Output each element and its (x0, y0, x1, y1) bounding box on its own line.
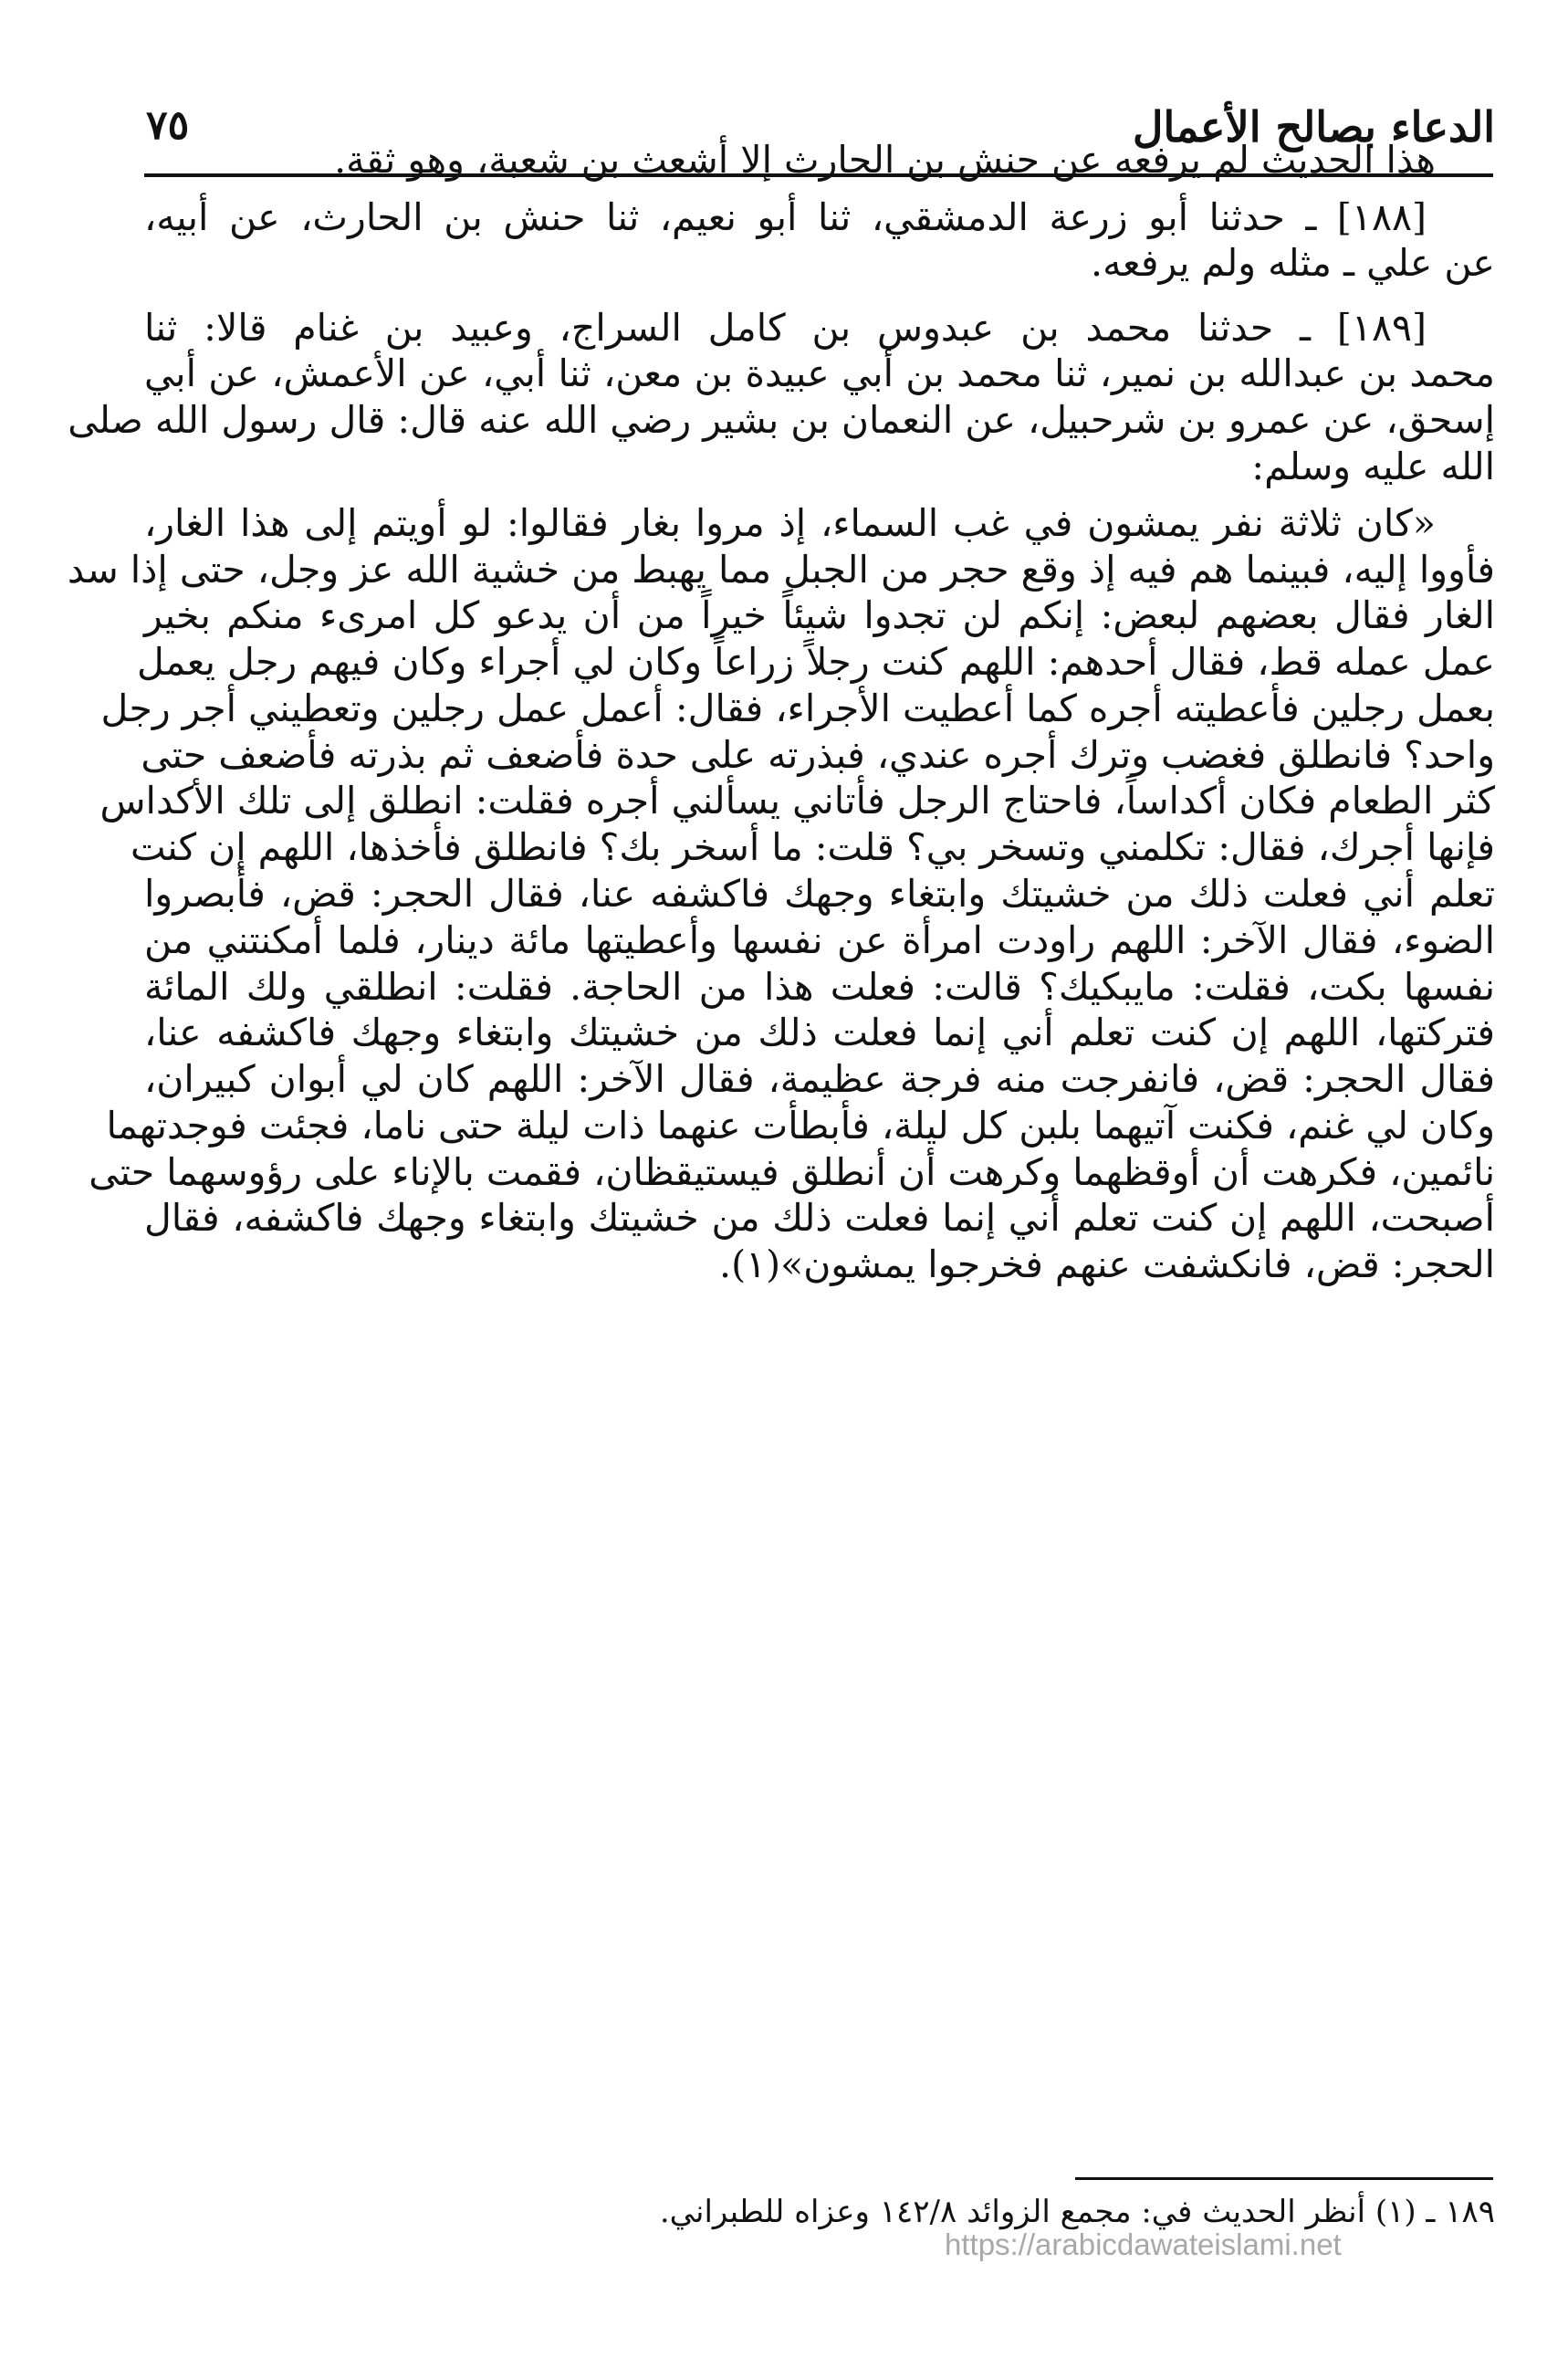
paragraph-line: [١٨٩] ـ حدثنا محمد بن عبدوس بن كامل السراج، وعبيد بن غنام قالا: ثنا (144, 306, 1427, 350)
hadith-line: نائمين، فكرهت أن أوقظهما وكرهت أن أنطلق فيستيقظان، فقمت بالإناء على رؤوسهما حتى (89, 1150, 1495, 1194)
paragraph-line: عن علي ـ مثله ولم يرفعه. (1091, 241, 1495, 285)
hadith-line: فتركتها، اللهم إن كنت تعلم أني إنما فعلت ذلك من خشيتك وابتغاء وجهك فاكشفه عنا، (144, 1011, 1495, 1054)
watermark-url: https://arabicdawateislami.net (945, 2227, 1342, 2261)
hadith-line: الضوء، فقال الآخر: اللهم راودت امرأة عن نفسها وأعطيتها مائة دينار، فلما أمكنتني من (144, 918, 1495, 962)
hadith-line: فقال الحجر: قض، فانفرجت منه فرجة عظيمة، فقال الآخر: اللهم كان لي أبوان كبيران، (144, 1057, 1495, 1101)
paragraph-line: هذا الحديث لم يرفعه عن حنش بن الحارث إلا أشعث بن شعبة، وهو ثقة. (334, 138, 1436, 182)
page-number: ٧٥ (146, 102, 190, 149)
hadith-line: واحد؟ فانطلق فغضب وترك أجره عندي، فبذرته على حدة فأضعف ثم بذرته فأضعف حتى (141, 733, 1495, 777)
running-header-title: الدعاء بصالح الأعمال (1133, 102, 1495, 152)
paragraph-line: الله عليه وسلم: (1251, 445, 1495, 488)
hadith-line: فأووا إليه، فبينما هم فيه إذ وقع حجر من الجبل مما يهبط من خشية الله عز وجل، حتى إذا سد (67, 548, 1495, 592)
hadith-line: الحجر: قض، فانكشفت عنهم فخرجوا يمشون»(١). (719, 1242, 1495, 1286)
hadith-line: نفسها بكت، فقلت: مايبكيك؟ قالت: فعلت هذا من الحاجة. فقلت: انطلقي ولك المائة (144, 965, 1495, 1009)
hadith-line: عمل عمله قط، فقال أحدهم: اللهم كنت رجلاً زراعاً وكان لي أجراء وكان فيهم رجل يعمل (137, 640, 1495, 684)
hadith-line: وكان لي غنم، فكنت آتيهما بلبن كل ليلة، فأبطأت عنهما ذات ليلة حتى ناما، فجئت فوجدتهما (106, 1104, 1495, 1148)
hadith-line: الغار فقال بعضهم لبعض: إنكم لن تجدوا شيئاً خيراً من أن يدعو كل امرىء منكم بخير (144, 593, 1495, 637)
footnote-divider (1075, 2177, 1493, 2180)
footnote: ١٨٩ ـ (١) أنظر الحديث في: مجمع الزوائد ١٤٢/٨ وعزاه للطبراني. (659, 2194, 1495, 2230)
hadith-line: كثر الطعام فكان أكداساً، فاحتاج الرجل فأتاني يسألني أجره فقلت: انطلق إلى تلك الأكداس (99, 779, 1495, 823)
hadith-line: فإنها أجرك، فقال: تكلمني وتسخر بي؟ قلت: ما أسخر بك؟ فانطلق فأخذها، اللهم إن كنت (130, 825, 1495, 869)
paragraph-line: [١٨٨] ـ حدثنا أبو زرعة الدمشقي، ثنا أبو نعيم، ثنا حنش بن الحارث، عن أبيه، (144, 195, 1427, 239)
hadith-line: أصبحت، اللهم إن كنت تعلم أني إنما فعلت ذلك من خشيتك وابتغاء وجهك فاكشفه، فقال (144, 1196, 1495, 1240)
hadith-line: تعلم أني فعلت ذلك من خشيتك وابتغاء وجهك فاكشفه عنا، فقال الحجر: قض، فأبصروا (144, 872, 1495, 916)
hadith-line: بعمل رجلين فأعطيته أجره كما أعطيت الأجراء، فقال: أعمل عمل رجلين وتعطيني أجر رجل (100, 686, 1495, 730)
paragraph-line: محمد بن عبدالله بن نمير، ثنا محمد بن أبي عبيدة بن معن، ثنا أبي، عن الأعمش، عن أبي (144, 351, 1495, 395)
hadith-line: «كان ثلاثة نفر يمشون في غب السماء، إذ مروا بغار فقالوا: لو أويتم إلى هذا الغار، (144, 501, 1436, 545)
paragraph-line: إسحق، عن عمرو بن شرحبيل، عن النعمان بن بشير رضي الله عنه قال: قال رسول الله صلى (68, 398, 1495, 442)
